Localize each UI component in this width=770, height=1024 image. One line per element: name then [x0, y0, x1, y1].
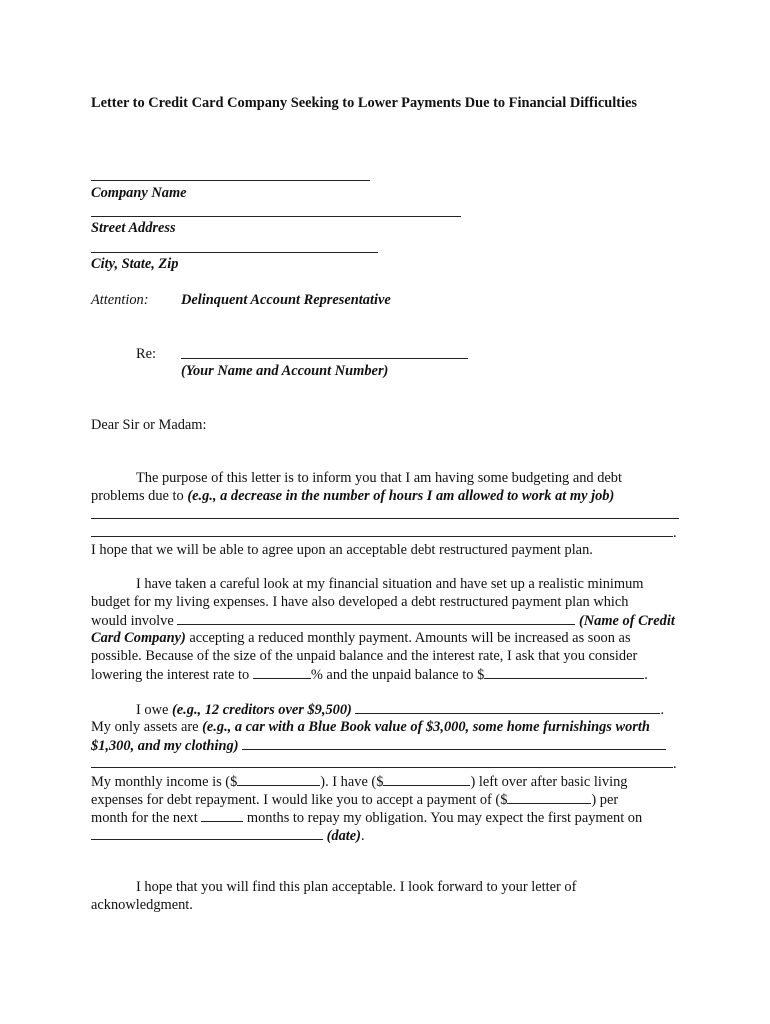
street-address-label: Street Address: [91, 220, 176, 236]
creditors-example: (e.g., 12 creditors over $9,500): [171, 702, 352, 718]
p2-line-6-text: lowering the interest rate to: [91, 667, 253, 683]
p2-period: .: [644, 667, 648, 683]
document-title: Letter to Credit Card Company Seeking to Lower Payments Due to Financial Difficulties: [91, 95, 637, 111]
paragraph-1: [91, 469, 681, 559]
creditors-blank[interactable]: [355, 700, 660, 714]
p1-reason-example: (e.g., a decrease in the number of hours I am allowed to work at my job): [187, 488, 615, 504]
closing-line-1: I hope that you will find this plan acceptable. I look forward to your letter of: [136, 879, 577, 895]
p3-line-6-end: ) per: [591, 792, 619, 808]
p3-line-2-text: My only assets are: [91, 719, 203, 735]
p3-line-5-mid: ). I have ($: [320, 774, 384, 790]
name-account-caption: (Your Name and Account Number): [181, 363, 389, 379]
assets-blank-2[interactable]: [91, 754, 673, 768]
assets-example-b: $1,300, and my clothing): [91, 738, 239, 754]
street-address-blank[interactable]: [91, 216, 461, 217]
salutation: Dear Sir or Madam:: [91, 417, 207, 433]
p3-period-1: .: [660, 702, 665, 718]
credit-card-company-blank[interactable]: [177, 611, 575, 625]
p3-line-6-text: expenses for debt repayment. I would like you to accept a payment of ($: [91, 792, 508, 808]
p2-line-2: budget for my living expenses. I have also developed a debt restructured payment plan which: [91, 594, 629, 610]
date-label: (date): [323, 828, 361, 844]
first-payment-date-blank[interactable]: [91, 826, 323, 840]
p3-line-5-end: ) left over after basic living: [470, 774, 628, 790]
name-account-blank[interactable]: [181, 358, 468, 359]
assets-example-a: (e.g., a car with a Blue Book value of $3,000, some home furnishings worth: [202, 719, 650, 735]
company-name-blank[interactable]: [91, 180, 370, 181]
p2-line-1: I have taken a careful look at my financial situation and have set up a realistic minimum: [136, 576, 644, 592]
p3-line-1-text: I owe: [136, 702, 172, 718]
closing-line-2: acknowledgment.: [91, 897, 193, 913]
p3-line-7-end: months to repay my obligation. You may expect the first payment on: [243, 810, 643, 826]
p3-period-3: .: [360, 828, 365, 844]
p1-line-2-text: problems due to: [91, 488, 188, 504]
interest-rate-blank[interactable]: [253, 665, 311, 679]
paragraph-3: [91, 700, 681, 844]
monthly-payment-blank[interactable]: [507, 790, 591, 804]
p2-line-6-mid: % and the unpaid balance to $: [310, 667, 485, 683]
re-label: Re:: [136, 346, 156, 362]
attention-label: Attention:: [91, 292, 149, 308]
p1-reason-blank-2[interactable]: [91, 523, 673, 537]
p1-period: .: [673, 525, 677, 541]
p3-period-2: .: [673, 756, 677, 772]
p2-line-4-text: accepting a reduced monthly payment. Amounts will be increased as soon as: [185, 630, 631, 646]
p1-line-1: The purpose of this letter is to inform you that I am having some budgeting and debt: [136, 470, 622, 486]
monthly-income-blank[interactable]: [237, 772, 320, 786]
unpaid-balance-blank[interactable]: [484, 665, 644, 679]
assets-blank-1[interactable]: [242, 736, 666, 750]
p1-line-4: I hope that we will be able to agree upon an acceptable debt restructured payment plan.: [91, 542, 593, 558]
credit-card-company-label-b: Card Company): [91, 630, 186, 646]
city-state-zip-blank[interactable]: [91, 252, 378, 253]
p2-line-5: possible. Because of the size of the unpaid balance and the interest rate, I ask that you consider: [91, 648, 638, 664]
p3-line-5-text: My monthly income is ($: [91, 774, 238, 790]
company-name-label: Company Name: [91, 185, 187, 201]
paragraph-2: [91, 575, 681, 683]
closing-paragraph: [91, 878, 681, 914]
p1-reason-blank-1[interactable]: [91, 505, 679, 519]
p3-line-7-text: month for the next: [91, 810, 202, 826]
p2-line-3-text: would involve: [91, 613, 178, 629]
city-state-zip-label: City, State, Zip: [91, 256, 179, 272]
months-blank[interactable]: [201, 808, 243, 822]
attention-value: Delinquent Account Representative: [181, 292, 391, 308]
credit-card-company-label-a: (Name of Credit: [575, 613, 675, 629]
leftover-amount-blank[interactable]: [383, 772, 470, 786]
